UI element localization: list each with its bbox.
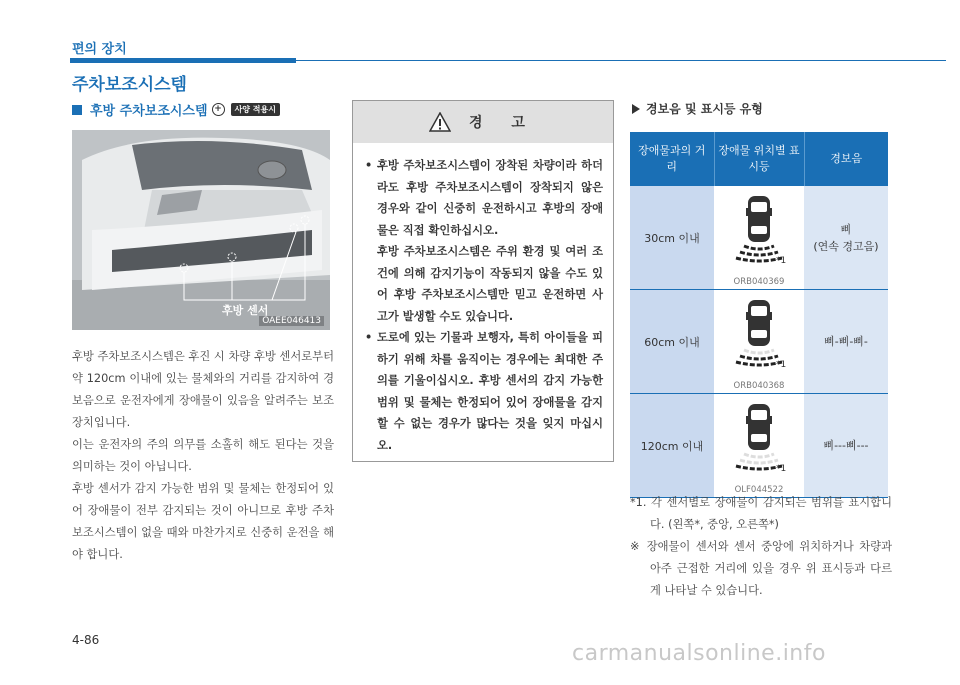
distance-cell: 120cm 이내 bbox=[630, 394, 714, 498]
sound-subtext: (연속 경고음) bbox=[813, 239, 879, 253]
watermark: carmanualsonline.info bbox=[572, 641, 826, 666]
table-row bbox=[630, 394, 888, 498]
sub-title bbox=[72, 100, 280, 119]
warning-item-1 bbox=[365, 155, 603, 327]
plus-circle-icon: + bbox=[212, 103, 225, 116]
sound-text: 삐 bbox=[840, 222, 852, 236]
rear-bumper-photo bbox=[72, 130, 330, 330]
indicator-image-code: OLF044522 bbox=[734, 485, 784, 495]
body-paragraph-3: 후방 센서가 감지 가능한 범위 및 물체는 한정되어 있어 장애물이 전부 감지되는 것이 아니므로 후방 주차보조시스템이 없을 때와 마찬가지로 신중히 운전을 해야 합니다. bbox=[72, 482, 334, 561]
section-title: 주차보조시스템 bbox=[72, 75, 187, 95]
body-text bbox=[72, 346, 334, 566]
car-top-view-icon bbox=[714, 290, 804, 393]
distance-cell: 30cm 이내 bbox=[630, 186, 714, 290]
warning-header bbox=[353, 101, 613, 143]
table-row bbox=[630, 290, 888, 394]
triangle-bullet-icon bbox=[632, 104, 640, 114]
alarm-table bbox=[630, 132, 888, 498]
sub-title-square-icon bbox=[72, 105, 82, 115]
warning-box bbox=[352, 100, 614, 462]
sound-cell bbox=[804, 186, 888, 290]
footnote-marker: *1 bbox=[776, 464, 787, 474]
warning-item-1-line-1: • 후방 주차보조시스템이 장착된 차량이라 하더라도 후방 주차보조시스템이 장착되지 않은 경우와 같이 신중히 운전하시고 후방의 장애물은 직접 확인하십시오. bbox=[377, 159, 603, 237]
table-title bbox=[632, 100, 763, 117]
footnote-marker: *1 bbox=[776, 360, 787, 370]
sub-title-text: 후방 주차보조시스템 bbox=[90, 104, 208, 119]
indicator-cell bbox=[714, 186, 804, 290]
distance-cell: 60cm 이내 bbox=[630, 290, 714, 394]
table-header-indicator: 장애물 위치별 표시등 bbox=[714, 132, 804, 186]
sound-text: 삐-삐-삐- bbox=[824, 335, 868, 348]
indicator-image-code: ORB040368 bbox=[733, 381, 785, 391]
car-top-view-icon bbox=[714, 394, 804, 497]
sound-text: 삐---삐--- bbox=[823, 439, 869, 452]
sound-cell bbox=[804, 394, 888, 498]
warning-triangle-icon bbox=[429, 112, 451, 132]
table-title-text: 경보음 및 표시등 유형 bbox=[646, 102, 763, 116]
table-header-distance: 장애물과의 거리 bbox=[630, 132, 714, 186]
note-1: *1. 각 센서별로 장애물이 감지되는 범위를 표시합니다. (왼쪽*, 중앙, 오른쪽*) bbox=[630, 496, 892, 531]
note-2: ※ 장애물이 센서와 센서 중앙에 위치하거나 차량과 아주 근접한 거리에 있을 경우 위 표시등과 다르게 나타날 수 있습니다. bbox=[630, 540, 892, 597]
page-number: 4-86 bbox=[72, 633, 100, 647]
warning-item-2-line-1: • 도로에 있는 기물과 보행자, 특히 아이들을 피하기 위해 차를 움직이는 경우에는 최대한 주의를 기울이십시오. 후방 센서의 감지 가능한 범위 및 물체는 한정되어 있어 장애물을 감지할 수 없는 경우가 많다는 것을 잊지 마십시오. bbox=[377, 331, 603, 452]
warning-item-2 bbox=[365, 327, 603, 456]
car-rear-illustration bbox=[72, 130, 330, 330]
footnote-marker: *1 bbox=[776, 256, 787, 266]
header-rule-thin bbox=[296, 60, 946, 61]
header-rule-thick bbox=[70, 58, 296, 63]
body-paragraph-2: 이는 운전자의 주의 의무를 소홀히 해도 된다는 것을 의미하는 것이 아닙니다. bbox=[72, 438, 334, 473]
indicator-cell bbox=[714, 290, 804, 394]
warning-item-1-line-2: 후방 주차보조시스템은 주위 환경 및 여러 조건에 의해 감지기능이 작동되지 않을 수도 있어 후방 주차보조시스템만 믿고 운전하면 사고가 발생할 수도 있습니다. bbox=[377, 245, 603, 323]
indicator-cell bbox=[714, 394, 804, 498]
sound-cell bbox=[804, 290, 888, 394]
table-header-sound: 경보음 bbox=[804, 132, 888, 186]
header-section-label: 편의 장치 bbox=[72, 42, 127, 57]
body-paragraph-1: 후방 주차보조시스템은 후진 시 차량 후방 센서로부터 약 120cm 이내에 있는 물체와의 거리를 감지하여 경보음으로 운전자에게 장애물이 있음을 알려주는 보조 장치입니다. bbox=[72, 350, 334, 429]
indicator-image-code: ORB040369 bbox=[733, 277, 785, 287]
notes bbox=[630, 492, 892, 602]
car-top-view-icon bbox=[714, 186, 804, 289]
photo-code: OAEE046413 bbox=[259, 316, 324, 326]
warning-list bbox=[365, 155, 603, 456]
sensor-label: 후방 센서 bbox=[222, 304, 269, 317]
warning-title: 경 고 bbox=[469, 115, 537, 131]
table-row bbox=[630, 186, 888, 290]
option-badge: 사양 적용시 bbox=[231, 103, 280, 116]
